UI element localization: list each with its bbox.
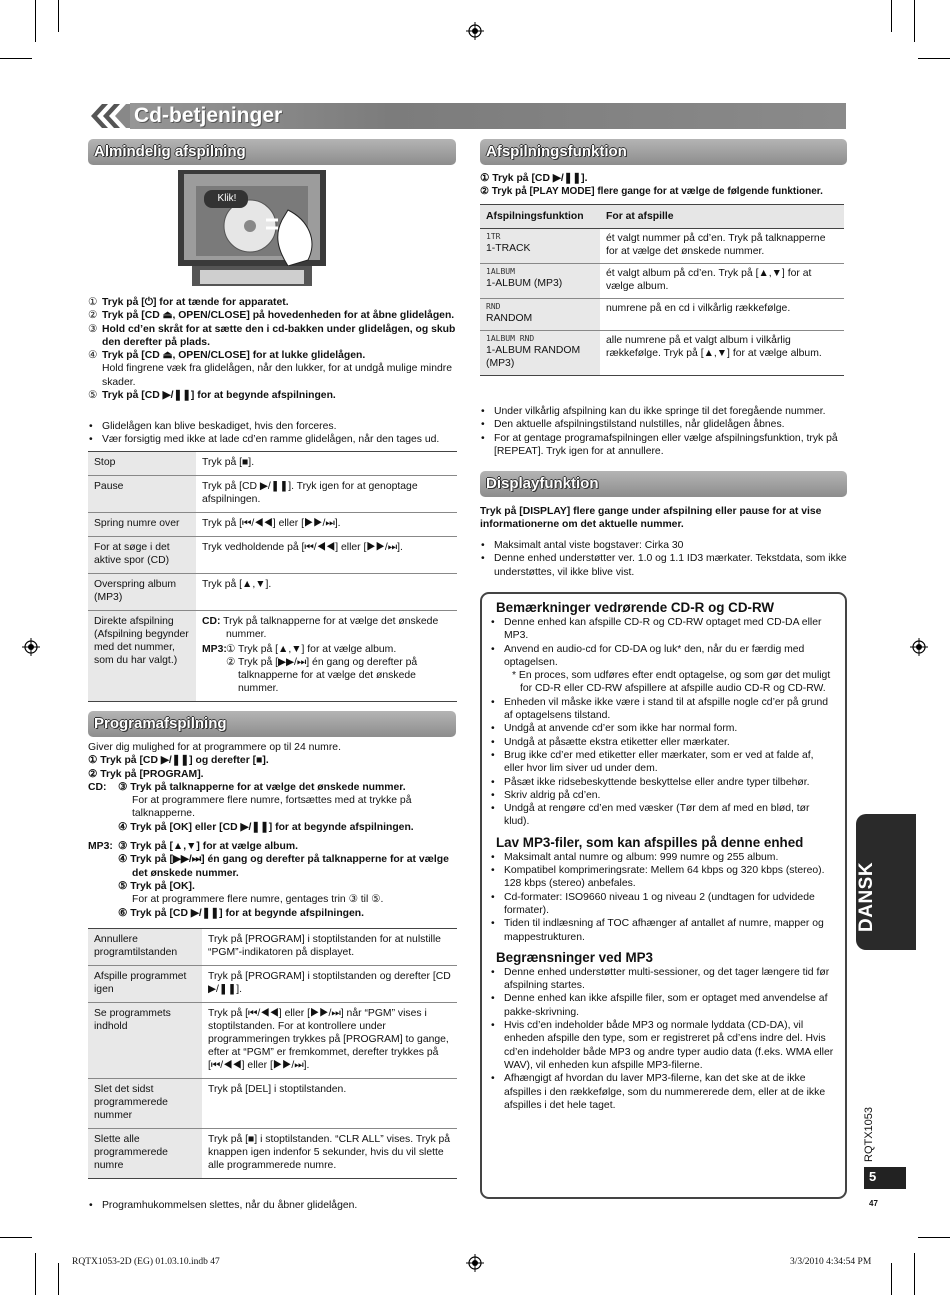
registration-mark-icon <box>910 638 928 656</box>
list-item: • Undgå at påsætte ekstra etiketter eller mærkater. <box>490 736 835 749</box>
table-row: Spring numre over Tryk på [⏮/◀◀] eller [▶▶/⏭]. <box>88 513 457 537</box>
table-row: Afspille programmet igen Tryk på [PROGRAM] i stoptilstanden og derefter [CD ▶/❚❚]. <box>88 966 457 1003</box>
section-header-display: Displayfunktion <box>480 471 847 497</box>
list-item: ⑤ Tryk på [CD ▶/❚❚] for at begynde afspilningen. <box>88 390 336 402</box>
program-table <box>88 928 457 1179</box>
notes-list <box>490 616 835 669</box>
list-item: • Denne enhed understøtter ver. 1.0 og 1.1 ID3 mærkater. Tekstdata, som ikke understøttes, vil ikke blive vist. <box>480 552 850 579</box>
section-header-playmode: Afspilningsfunktion <box>480 139 847 165</box>
list-item: • Under vilkårlig afspilning kan du ikke springe til det foregående nummer. <box>480 405 850 418</box>
display-indicator: RND <box>486 302 501 311</box>
list-item: • Undgå at rengøre cd’en med væsker (Tør dem af med en blød, tør klud). <box>490 802 835 829</box>
table-row: 1TR 1-TRACK ét valgt nummer på cd’en. Tryk på talknapperne for at vælge det ønskede nummer. <box>480 229 844 264</box>
list-item: • Afhængigt af hvordan du laver MP3-filerne, kan det ske at de ikke afspilles i den rækkefølge, som du nummererede dem, eller at de ikke afspilles i det hele taget. <box>490 1072 835 1112</box>
crop-mark <box>58 0 59 32</box>
list-item: • Vær forsigtig med ikke at lade cd’en ramme glidelågen, når den tages ud. <box>88 433 460 446</box>
crop-mark <box>918 58 950 59</box>
notes-list <box>490 851 835 944</box>
table-row: Pause Tryk på [CD ▶/❚❚]. Tryk igen for at genoptage afspilningen. <box>88 476 457 513</box>
crop-mark <box>35 0 36 42</box>
normal-steps-list <box>88 296 456 402</box>
crop-mark <box>918 1237 950 1238</box>
registration-mark-icon <box>22 638 40 656</box>
footer-timestamp: 3/3/2010 4:34:54 PM <box>790 1257 872 1267</box>
table-row: Stop Tryk på [■]. <box>88 452 457 476</box>
list-item: • Hvis cd’en indeholder både MP3 og normale lyddata (CD-DA), vil enheden afspille den type, som er registreret på cd’ens indre del. Hvis cd’en indeholder både MP3 og andre typer audio data (f.eks. WMA eller WAV), vil enheden kun afspille MP3-filerne. <box>490 1019 835 1072</box>
display-indicator: 1TR <box>486 232 501 241</box>
table-row: Se programmets indhold Tryk på [⏮/◀◀] eller [▶▶/⏭] når “PGM” vises i stoptilstanden. For at kontrollere under programmeringen trykkes på [PROGRAM] to gange, efter at “PGM” er fremkommet, derefter trykkes på [⏮/◀◀] eller [▶▶/⏭]. <box>88 1003 457 1079</box>
table-row: 1ALBUM 1-ALBUM (MP3) ét valgt album på cd’en. Tryk på [▲,▼] for at vælge album. <box>480 264 844 299</box>
table-row: RND RANDOM numrene på en cd i vilkårlig rækkefølge. <box>480 299 844 331</box>
table-row: Overspring album (MP3) Tryk på [▲,▼]. <box>88 574 457 611</box>
list-item: • For at gentage programafspilningen eller vælge afspilningsfunktion, tryk på [REPEAT]. Tryk igen for at annullere. <box>480 432 850 459</box>
table-row: 1ALBUM RND 1-ALBUM RANDOM (MP3) alle numrene på et valgt album i vilkårlig rækkefølge. Tryk på [▲,▼] for at vælge album. <box>480 331 844 376</box>
table-row: Slette alle programmerede numre Tryk på [■] i stoptilstanden. “CLR ALL” vises. Tryk på knappen igen indenfor 5 sekunder, hvis du vil slette alle programmerede numre. <box>88 1129 457 1179</box>
list-item: • Påsæt ikke ridsebeskyttende beskyttelse eller andre typer tilbehør. <box>490 776 835 789</box>
operations-table <box>88 451 457 702</box>
notes-footnote: * En proces, som udføres efter endt optagelse, og som gør det muligt for CD-R eller CD-RW afspillere at afspille audio CD-R og CD-RW. <box>512 670 831 695</box>
display-intro: Tryk på [DISPLAY] flere gange under afspilning eller pause for at vise informationerne om det aktuelle nummer. <box>480 506 822 531</box>
playmode-bullets <box>480 405 850 458</box>
list-item: • Brug ikke cd’er med etiketter eller mærkater, som er ved at falde af, eller hvor lim siver ud under dem. <box>490 749 835 776</box>
list-item: • Kompatibel komprimeringsrate: Mellem 64 kbps og 320 kbps (stereo). 128 kbps (stereo) anbefales. <box>490 864 835 891</box>
list-item: • Denne enhed kan ikke afspille filer, som er optaget med anvendelse af pakke-skrivning. <box>490 992 835 1019</box>
model-code: RQTX1053 <box>863 1106 875 1162</box>
notes-list <box>490 696 835 829</box>
list-item: • Skriv aldrig på cd’en. <box>490 789 835 802</box>
table-row: Annullere programtilstanden Tryk på [PROGRAM] i stoptilstanden for at nulstille “PGM”-indikatoren på displayet. <box>88 929 457 966</box>
notes-heading: Begrænsninger ved MP3 <box>496 949 654 965</box>
list-item: • Glidelågen kan blive beskadiget, hvis den forceres. <box>88 420 460 433</box>
crop-mark <box>35 1253 36 1295</box>
chevron-left-icon <box>88 103 130 129</box>
crop-mark <box>891 1263 892 1295</box>
playmode-steps: ① Tryk på [CD ▶/❚❚]. ② Tryk på [PLAY MODE] flere gange for at vælge de følgende funktioner. <box>480 173 823 198</box>
program-instructions: Giver dig mulighed for at programmere op til 24 numre. ① Tryk på [CD ▶/❚❚] og derefter [■]. ② Tryk på [PROGRAM]. CD: ③ Tryk på talknapperne for at vælge det ønskede nummer. For at programmere flere numre, fortsættes med at trykke på talknapperne. ④ Tryk på [OK] eller [CD ▶/❚❚] for at begynde afspilningen. MP3: ③ Tryk på [▲,▼] for at vælge album. ④ Tryk på [▶▶/⏭] én gang og derefter på talknapperne for at vælge det ønskede nummer. ⑤ Tryk på [OK]. For at programmere flere numre, gentages trin ③ til ⑤. ⑥ Tryk på [CD ▶/❚❚] for at begynde afspilningen. <box>88 742 449 919</box>
registration-mark-icon <box>466 1254 484 1272</box>
normal-bullets <box>88 420 460 447</box>
page-title-bar <box>88 103 846 129</box>
notes-heading: Lav MP3-filer, som kan afspilles på denne enhed <box>496 834 804 850</box>
list-item: • Den aktuelle afspilningstilstand nulstilles, når glidelågen åbnes. <box>480 418 850 431</box>
notes-heading: Bemærkninger vedrørende CD-R og CD-RW <box>496 600 775 615</box>
section-header-program: Programafspilning <box>88 711 456 737</box>
language-tab: DANSK <box>856 814 916 950</box>
illustration-callout: Klik! <box>217 193 237 204</box>
crop-mark <box>914 0 915 42</box>
table-row: For at søge i det aktive spor (CD) Tryk vedholdende på [⏮/◀◀] eller [▶▶/⏭]. <box>88 537 457 574</box>
list-item: • Tiden til indlæsning af TOC afhænger af antallet af numre, mapper og mappestrukturen. <box>490 917 835 944</box>
program-bullets <box>88 1199 460 1212</box>
list-item: • Cd-formater: ISO9660 niveau 1 og niveau 2 (undtagen for udvidede formater). <box>490 891 835 918</box>
display-bullets <box>480 539 850 579</box>
crop-mark <box>0 58 32 59</box>
list-item: • Maksimalt antal numre og album: 999 numre og 255 album. <box>490 851 835 864</box>
list-item: • Programhukommelsen slettes, når du åbner glidelågen. <box>88 1199 460 1212</box>
crop-mark <box>58 1263 59 1295</box>
crop-mark <box>891 0 892 32</box>
list-item: ③ Hold cd’en skråt for at sætte den i cd-bakken under glidelågen, og skub den derefter på plads. <box>88 323 456 348</box>
playmode-table <box>480 204 844 376</box>
section-header-normal: Almindelig afspilning <box>88 139 456 165</box>
list-item: • Denne enhed kan afspille CD-R og CD-RW optaget med CD-DA eller MP3. <box>490 616 835 643</box>
crop-mark <box>0 1237 32 1238</box>
list-item: • Anvend en audio-cd for CD-DA og luk* den, når du er færdig med optagelsen. <box>490 643 835 670</box>
list-item: • Undgå at anvende cd’er som ikke har normal form. <box>490 722 835 735</box>
list-item: • Maksimalt antal viste bogstaver: Cirka 30 <box>480 539 850 552</box>
footer-file-info: RQTX1053-2D (EG) 01.03.10.indb 47 <box>72 1257 220 1267</box>
table-row: Direkte afspilning (Afspilning begynder med det nummer, som du har valgt.) CD: Tryk på talknapperne for at vælge det ønskede nummer. MP3: ① Tryk på [▲,▼] for at vælge album. ② Tryk på [▶▶/⏭] én gang og derefter på talknapperne for at vælge det ønskede nummer. <box>88 611 457 702</box>
table-header-row: Afspilningsfunktion For at afspille <box>480 205 844 229</box>
list-item: ④ Tryk på [CD ⏏, OPEN/CLOSE] for at lukke glidelågen. Hold fingrene væk fra glidelågen, når den lukker, for at undgå mulige mindre skader. <box>88 350 453 388</box>
registration-mark-icon <box>466 22 484 40</box>
list-item: • Denne enhed understøtter multi-sessioner, og det tager længere tid før afspilning startes. <box>490 966 835 993</box>
list-item: ② Tryk på [CD ⏏, OPEN/CLOSE] på hovedenheden for at åbne glidelågen. <box>88 310 455 322</box>
display-indicator: 1ALBUM RND <box>486 334 535 343</box>
notes-box <box>480 592 847 1199</box>
notes-list <box>490 966 835 1112</box>
list-item: ① Tryk på [⏻] for at tænde for apparatet. <box>88 297 289 308</box>
table-row: Slet det sidst programmerede nummer Tryk på [DEL] i stoptilstanden. <box>88 1079 457 1129</box>
display-indicator: 1ALBUM <box>486 267 515 276</box>
crop-mark <box>914 1253 915 1295</box>
cd-insert-illustration <box>178 170 326 292</box>
page-number: 5 <box>864 1167 906 1189</box>
list-item: • Enheden vil måske ikke være i stand til at afspille nogle cd’er på grund af optagelsens tilstand. <box>490 696 835 723</box>
page-title: Cd-betjeninger <box>134 104 283 127</box>
page-number-small: 47 <box>869 1199 878 1208</box>
